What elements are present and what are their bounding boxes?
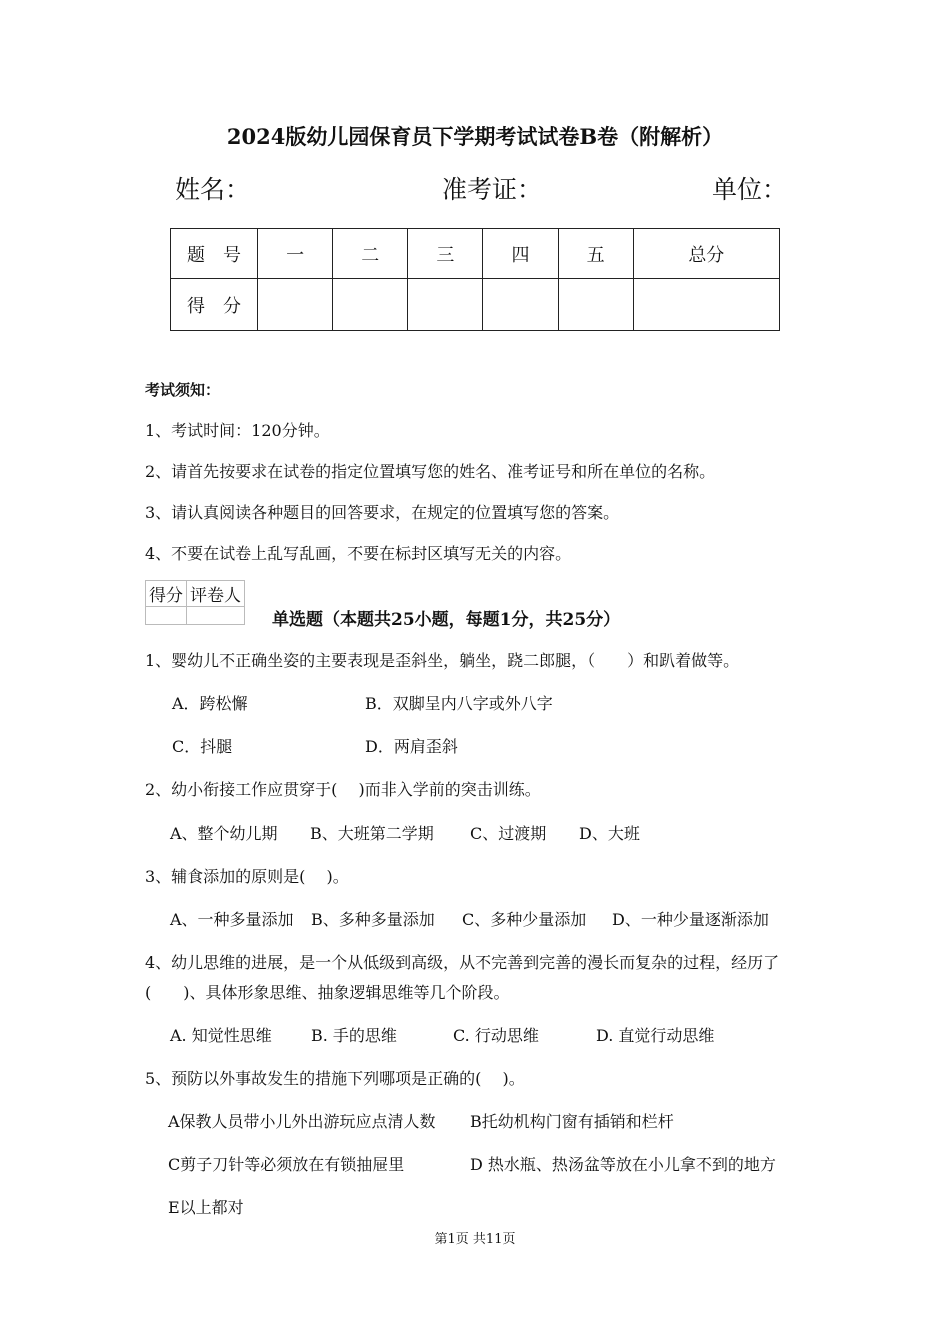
answer-option: B. 手的思维 [311, 1026, 397, 1045]
notes-item: 3、请认真阅读各种题目的回答要求，在规定的位置填写您的答案。 [145, 503, 620, 522]
question-stem: 4、幼儿思维的进展，是一个从低级到高级，从不完善到完善的漫长而复杂的过程，经历了 [145, 953, 780, 972]
notes-item: 1、考试时间：120分钟。 [145, 421, 330, 440]
answer-option: A．跨松懈 [172, 694, 248, 713]
answer-option: A保教人员带小儿外出游玩应点清人数 [168, 1112, 436, 1131]
answer-option: B、多种多量添加 [311, 910, 435, 929]
score-header-cell: 三 [408, 229, 483, 279]
score-header-cell: 题 号 [171, 229, 258, 279]
answer-option: B托幼机构门窗有插销和栏杆 [470, 1112, 674, 1131]
answer-option: D、大班 [579, 824, 640, 843]
score-input-cell[interactable] [558, 279, 633, 331]
score-header-cell: 四 [483, 229, 558, 279]
score-row-label: 得 分 [171, 279, 258, 331]
score-header-cell: 一 [258, 229, 333, 279]
grader-score-label: 得分 [146, 581, 187, 607]
score-input-cell[interactable] [258, 279, 333, 331]
notes-item: 2、请首先按要求在试卷的指定位置填写您的姓名、准考证号和所在单位的名称。 [145, 462, 716, 481]
notes-heading: 考试须知： [145, 381, 221, 399]
score-input-cell[interactable] [333, 279, 408, 331]
grader-name-cell[interactable] [187, 607, 245, 625]
answer-option: D 热水瓶、热汤盆等放在小儿拿不到的地方 [470, 1155, 776, 1174]
answer-option: E以上都对 [168, 1198, 244, 1217]
section-title: 单选题（本题共25小题，每题1分，共25分） [272, 610, 621, 630]
question-stem-continued: ( )、具体形象思维、抽象逻辑思维等几个阶段。 [145, 983, 510, 1002]
score-table-header-row [171, 229, 780, 279]
grader-name-label: 评卷人 [187, 581, 245, 607]
answer-option: D. 直觉行动思维 [596, 1026, 715, 1045]
answer-option: B、大班第二学期 [310, 824, 434, 843]
page-footer: 第1页 共11页 [434, 1232, 516, 1247]
unit-field-label: 单位： [712, 175, 788, 204]
score-input-cell[interactable] [483, 279, 558, 331]
score-header-cell: 总分 [633, 229, 779, 279]
ticket-field-label: 准考证： [442, 175, 543, 204]
score-input-cell[interactable] [408, 279, 483, 331]
question-stem: 2、幼小衔接工作应贯穿于( )而非入学前的突击训练。 [145, 780, 541, 799]
notes-item: 4、不要在试卷上乱写乱画，不要在标封区填写无关的内容。 [145, 544, 572, 563]
answer-option: D、一种少量逐渐添加 [612, 910, 769, 929]
score-header-cell: 五 [558, 229, 633, 279]
document-title: 2024版幼儿园保育员下学期考试试卷B卷（附解析） [226, 124, 724, 149]
answer-option: B．双脚呈内八字或外八字 [365, 694, 553, 713]
answer-option: C、过渡期 [470, 824, 547, 843]
answer-option: A. 知觉性思维 [170, 1026, 272, 1045]
score-input-cell[interactable] [633, 279, 779, 331]
grader-box [145, 580, 245, 625]
answer-option: D．两肩歪斜 [365, 737, 458, 756]
score-table [170, 228, 780, 331]
answer-option: C、多种少量添加 [462, 910, 587, 929]
name-field-label: 姓名： [175, 175, 251, 204]
question-stem: 3、辅食添加的原则是( )。 [145, 867, 349, 886]
answer-option: C. 行动思维 [453, 1026, 539, 1045]
question-stem: 1、婴幼儿不正确坐姿的主要表现是歪斜坐，躺坐，跷二郎腿，（ ）和趴着做等。 [145, 651, 740, 670]
score-table-score-row [171, 279, 780, 331]
answer-option: C．抖腿 [172, 737, 233, 756]
grader-score-cell[interactable] [146, 607, 187, 625]
answer-option: A、一种多量添加 [170, 910, 294, 929]
score-header-cell: 二 [333, 229, 408, 279]
answer-option: C剪子刀针等必须放在有锁抽屉里 [168, 1155, 405, 1174]
question-stem: 5、预防以外事故发生的措施下列哪项是正确的( )。 [145, 1069, 525, 1088]
answer-option: A、整个幼儿期 [170, 824, 278, 843]
